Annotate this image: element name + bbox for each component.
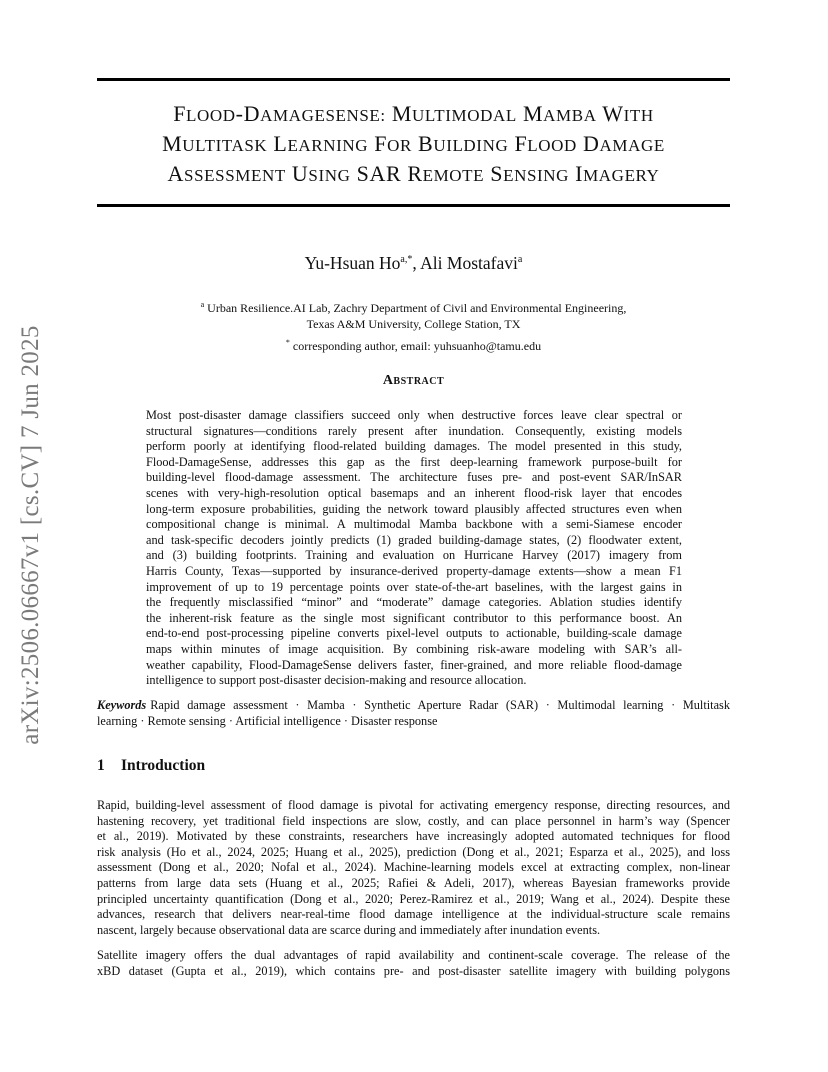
title-line: ASSESSMENT USING SAR REMOTE SENSING IMAGERY xyxy=(167,161,660,186)
paragraph-line: Rapid, building-level assessment of flood damage is pivotal for activating emergency response, directing resources, and xyxy=(97,798,730,812)
abstract-line: and task-specific decoders jointly predicts (1) graded building-damage states, (2) floodwater extent, xyxy=(146,532,682,547)
abstract-line: Flood-DamageSense, addresses this gap as the first deep-learning framework purpose-built for xyxy=(146,454,682,469)
abstract-line: Most post-disaster damage classifiers succeed only when destructive forces leave clear spectral or xyxy=(146,408,682,422)
abstract-line: Harris County, Texas—supported by insurance-derived property-damage extents—show a mean F1 xyxy=(146,563,682,578)
corresponding-author-note xyxy=(97,338,730,354)
body-paragraph xyxy=(97,798,730,938)
author-name: Ali Mostafavi xyxy=(420,253,518,273)
corresponding-text: corresponding author, email: yuhsuanho@tamu.edu xyxy=(292,339,542,353)
section-heading xyxy=(97,757,205,775)
section-title: Introduction xyxy=(121,757,206,774)
keywords xyxy=(97,697,730,729)
paragraph-line: principled uncertainty quantification (Dong et al., 2020; Perez-Ramirez et al., 2019; Wang et al., 2024). Despite these xyxy=(97,891,730,906)
author-affiliation-mark: a,* xyxy=(400,254,413,265)
paragraph-line: et al., 2019). Motivated by these constraints, researchers have increasingly adopted automated techniques for flood xyxy=(97,829,730,844)
title-line: FLOOD-DAMAGESENSE: MULTIMODAL MAMBA WITH xyxy=(173,101,654,126)
body-paragraph xyxy=(97,948,730,979)
author-name: Yu-Hsuan Ho xyxy=(304,253,401,273)
author-list xyxy=(97,252,730,274)
abstract-line: building-level flood-damage assessment. The architecture fuses pre- and post-event SAR/InSAR xyxy=(146,470,682,485)
paragraph-line: Satellite imagery offers the dual advantages of rapid availability and continent-scale coverage. The release of the xyxy=(97,948,730,962)
keywords-label: Keywords xyxy=(97,698,147,712)
affiliation-line: Texas A&M University, College Station, TX xyxy=(306,317,521,331)
title-bottom-rule xyxy=(97,204,730,207)
abstract-line: perform poorly at identifying flood-related building damages. The model presented in this study, xyxy=(146,439,682,454)
abstract-line: long-term exposure probabilities, guiding the network toward plausibly affected structures even when xyxy=(146,501,682,516)
paper-title xyxy=(97,100,730,190)
abstract-heading xyxy=(97,372,730,389)
section-number: 1 xyxy=(97,757,105,774)
paragraph-line: advances, research that delivers near-real-time flood damage intelligence at the individual-structure scale remains xyxy=(97,907,730,922)
paragraph-line: assessment (Dong et al., 2020; Nofal et al., 2024). Machine-learning models excel at extracting complex, non-linear xyxy=(97,860,730,875)
paragraph-line: xBD dataset (Gupta et al., 2019), which contains pre- and post-disaster satellite imagery with building polygons xyxy=(97,963,730,978)
abstract-body xyxy=(146,408,682,689)
corresponding-mark: * xyxy=(285,338,290,347)
abstract-heading-text: Abstract xyxy=(382,373,445,388)
keywords-line xyxy=(97,697,730,713)
arxiv-identifier: arXiv:2506.06667v1 [cs.CV] 7 Jun 2025 xyxy=(17,325,44,745)
author-separator: , xyxy=(412,253,421,273)
affiliation-mark: a xyxy=(200,300,205,309)
abstract-line: intelligence to support post-disaster decision-making and resource allocation. xyxy=(146,673,527,688)
abstract-line: weather capability, Flood-DamageSense delivers faster, finer-grained, and more reliable flood-damage xyxy=(146,657,682,672)
abstract-line: scenes with very-high-resolution optical basemaps and an inherent flood-risk layer that encodes xyxy=(146,485,682,500)
affiliation xyxy=(97,300,730,332)
abstract-line: compositional change is minimal. A multimodal Mamba backbone with a semi-Siamese encoder xyxy=(146,517,682,532)
keywords-text: Rapid damage assessment · Mamba · Synthetic Aperture Radar (SAR) · Multimodal learning · Multitask xyxy=(150,698,730,712)
abstract-line: end-to-end post-processing pipeline converts pixel-level outputs to actionable, building-scale damage xyxy=(146,626,682,641)
abstract-line: maps within minutes of image acquisition. By combining risk-aware modeling with SAR’s all- xyxy=(146,641,682,656)
affiliation-line xyxy=(97,300,730,316)
abstract-line: the frequently misclassified “minor” and “moderate” damage categories. Ablation studies identify xyxy=(146,595,682,610)
paragraph-line: risk analysis (Ho et al., 2024, 2025; Huang et al., 2025), prediction (Dong et al., 2021; Esparza et al., 2025), and loss xyxy=(97,844,730,859)
title-top-rule xyxy=(97,78,730,81)
keywords-line: learning · Remote sensing · Artificial intelligence · Disaster response xyxy=(97,714,438,728)
paragraph-line: nascent, largely because observational data are scarce during and immediately after inundation events. xyxy=(97,922,601,937)
paragraph-line: hastening recovery, yet traditional field inspections are slow, costly, and can place personnel in harm’s way (Spencer xyxy=(97,813,730,828)
abstract-line: structural signatures—conditions rarely present after inundation. Consequently, existing models xyxy=(146,423,682,438)
abstract-line: the inherent-risk feature as the single most significant contributor to this performance boost. An xyxy=(146,610,682,625)
title-line: MULTITASK LEARNING FOR BUILDING FLOOD DAMAGE xyxy=(162,131,665,156)
abstract-line: and (3) building footprints. Training and evaluation on Hurricane Harvey (2017) imagery from xyxy=(146,548,682,563)
abstract-line: improvement of up to 19 percentage points over state-of-the-art baselines, with the largest gains in xyxy=(146,579,682,594)
author-affiliation-mark: a xyxy=(517,254,523,265)
affiliation-text: Urban Resilience.AI Lab, Zachry Department of Civil and Environmental Engineering, xyxy=(207,301,627,315)
paragraph-line: patterns from large data sets (Huang et al., 2025; Rafiei & Adeli, 2017), whereas Bayesian frameworks provide xyxy=(97,875,730,890)
